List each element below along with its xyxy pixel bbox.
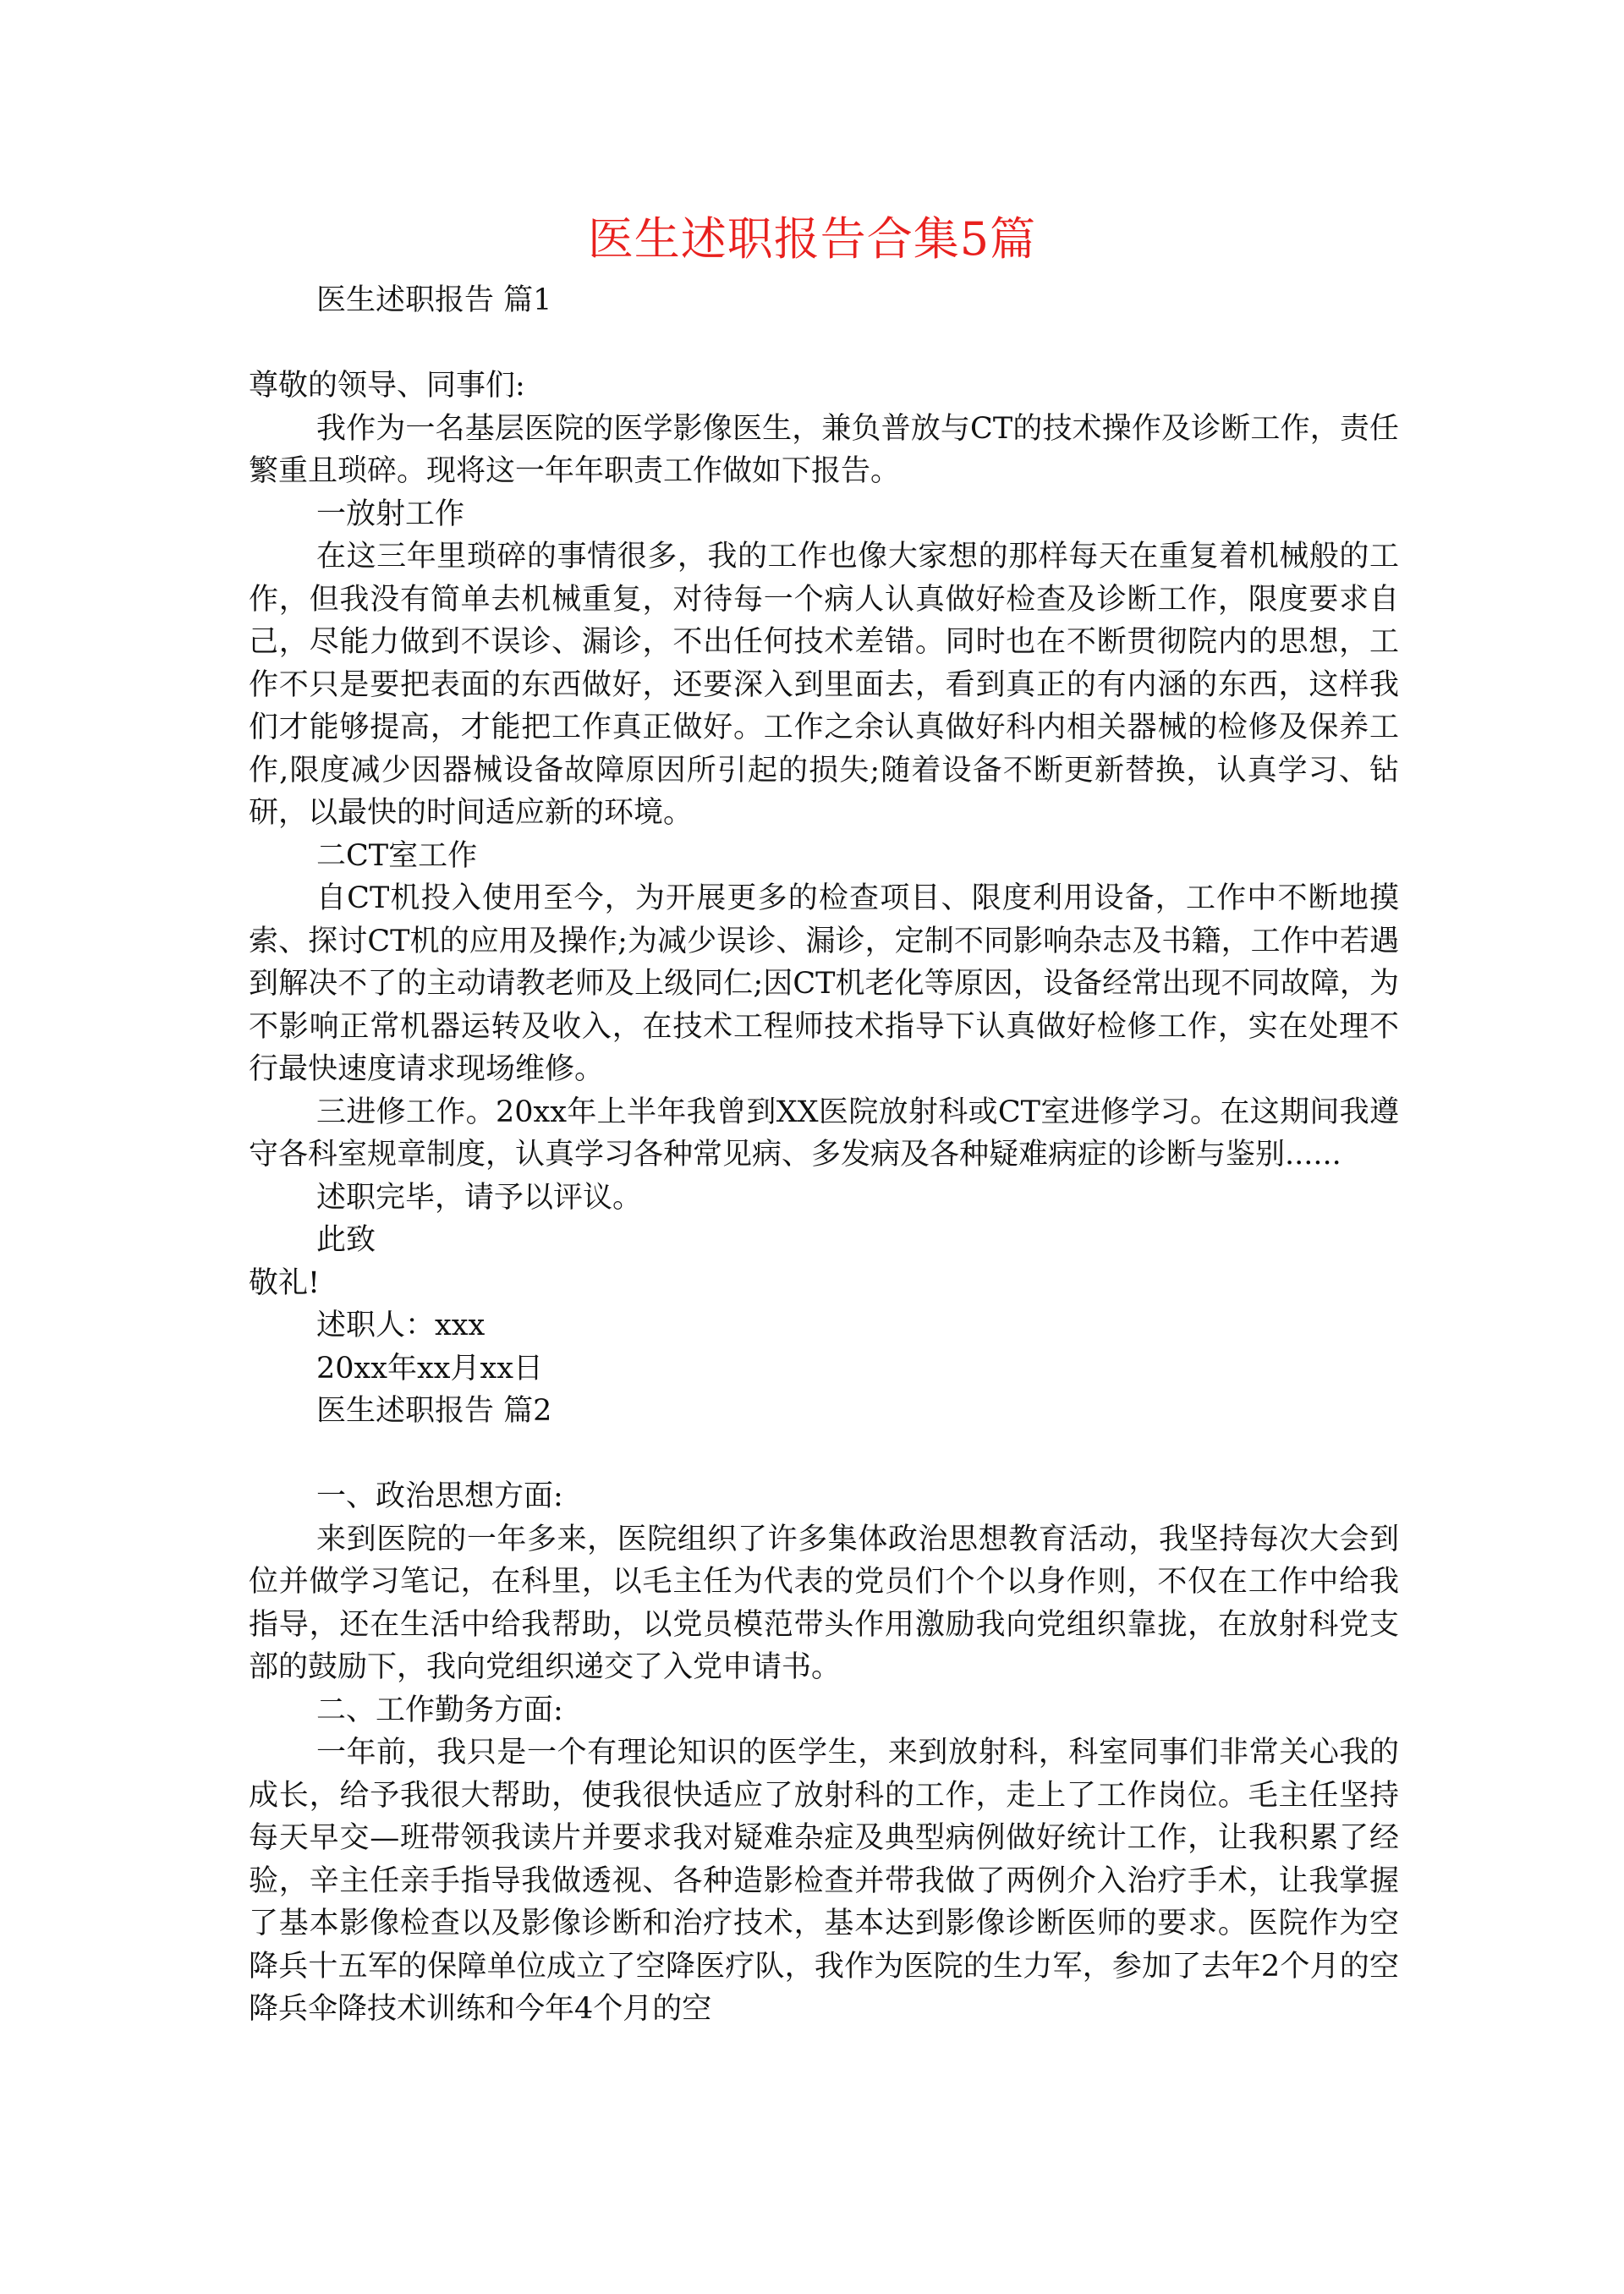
section-heading-2: 医生述职报告 篇2 [316, 1394, 552, 1428]
salutation: 尊敬的领导、同事们: [249, 369, 525, 403]
blank-line [249, 322, 1399, 365]
document-title: 医生述职报告合集5篇 [587, 212, 1037, 266]
closing-line: 此致 [316, 1223, 376, 1257]
paragraph: 在这三年里琐碎的事情很多，我的工作也像大家想的那样每天在重复着机械般的工作，但我没有简单去机械重复，对待每一个病人认真做好检查及诊断工作，限度要求自己，尽能力做到不误诊、漏诊，不出任何技术差错。同时也在不断贯彻院内的思想，工作不只是要把表面的东西做好，还要深入到里面去，看到真正的有内涵的东西，这样我们才能够提高，才能把工作真正做好。工作之余认真做好科内相关器械的检修及保养工作,限度减少因器械设备故障原因所引起的损失;随着设备不断更新替换，认真学习、钻研，以最快的时间适应新的环境。 [249, 540, 1399, 830]
closing-line: 述职完毕，请予以评议。 [316, 1180, 643, 1215]
document-body [249, 279, 1399, 2031]
closing-line: 敬礼! [249, 1265, 321, 1300]
paragraph: 我作为一名基层医院的医学影像医生，兼负普放与CT的技术操作及诊断工作，责任繁重且琐碎。现将这一年年职责工作做如下报告。 [249, 411, 1399, 488]
paragraph: 来到医院的一年多来，医院组织了许多集体政治思想教育活动，我坚持每次大会到位并做学习笔记，在科里，以毛主任为代表的党员们个个以身作则，不仅在工作中给我指导，还在生活中给我帮助，以党员模范带头作用激励我向党组织靠拢，在放射科党支部的鼓励下，我向党组织递交了入党申请书。 [249, 1522, 1399, 1684]
paragraph: 自CT机投入使用至今，为开展更多的检查项目、限度利用设备，工作中不断地摸索、探讨CT机的应用及操作;为减少误诊、漏诊，定制不同影响杂志及书籍，工作中若遇到解决不了的主动请教老师及上级同仁;因CT机老化等原因，设备经常出现不同故障，为不影响正常机器运转及收入，在技术工程师技术指导下认真做好检修工作，实在处理不行最快速度请求现场维修。 [249, 881, 1399, 1086]
subheading: 一、政治思想方面: [316, 1479, 563, 1513]
subheading: 二CT室工作 [316, 838, 478, 873]
subheading: 二、工作勤务方面: [316, 1693, 563, 1727]
section-heading-1: 医生述职报告 篇1 [316, 283, 552, 317]
subheading: 一放射工作 [316, 497, 465, 531]
paragraph: 三进修工作。20xx年上半年我曾到XX医院放射科或CT室进修学习。在这期间我遵守各科室规章制度，认真学习各种常见病、多发病及各种疑难病症的诊断与鉴别...... [249, 1095, 1399, 1172]
signer: 述职人：xxx [316, 1309, 486, 1342]
date: 20xx年xx月xx日 [316, 1351, 543, 1386]
blank-line [249, 1433, 1399, 1476]
paragraph: 一年前，我只是一个有理论知识的医学生，来到放射科，科室同事们非常关心我的成长，给予我很大帮助，使我很快适应了放射科的工作，走上了工作岗位。毛主任坚持每天早交—班带领我读片并要求我对疑难杂症及典型病例做好统计工作，让我积累了经验，辛主任亲手指导我做透视、各种造影检查并带我做了两例介入治疗手术，让我掌握了基本影像检查以及影像诊断和治疗技术，基本达到影像诊断医师的要求。医院作为空降兵十五军的保障单位成立了空降医疗队，我作为医院的生力军，参加了去年2个月的空降兵伞降技术训练和今年4个月的空 [249, 1736, 1399, 2026]
